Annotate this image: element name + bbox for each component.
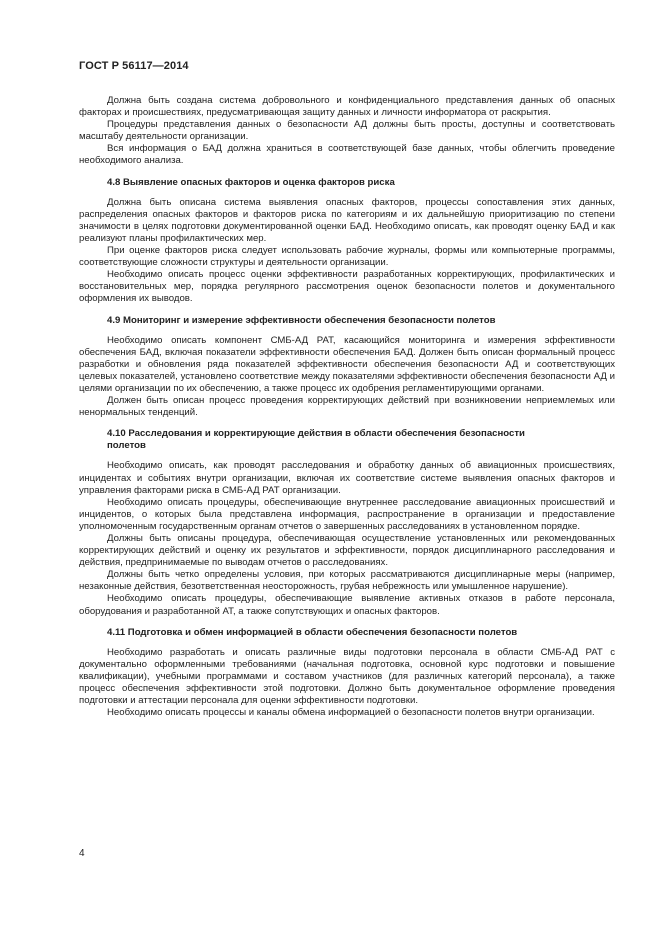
document-body: [79, 95, 615, 719]
page-number: 4: [79, 848, 85, 859]
section-heading-4-10: [79, 428, 615, 452]
paragraph: Должны быть описаны процедура, обеспечивающая осуществление установленных или рекомендованных корректирующих действий и оценку их результатов и эффективности, порядок дисциплинарного расследования и действия, предпринимаемые по выводам отчетов о расследованиях.: [79, 533, 615, 569]
paragraph: Процедуры представления данных о безопасности АД должны быть просты, доступны и соответствовать масштабу деятельности организации.: [79, 119, 615, 143]
paragraph: Должна быть описана система выявления опасных факторов, процессы сопоставления этих данных, распределения опасных факторов и факторов риска по категориям и их дальнейшую приоритизацию по степени значимости в целях подготовки документированной оценки БАД. Необходимо описать, как проводят оценку БАД и как реализуют планы профилактических мер.: [79, 196, 615, 244]
paragraph: Должна быть создана система добровольного и конфиденциального представления данных об опасных факторах и происшествиях, предусматривающая защиту данных и личности информатора от раскрытия.: [79, 95, 615, 119]
paragraph: При оценке факторов риска следует использовать рабочие журналы, формы или компьютерные программы, соответствующие сложности структуры и деятельности организации.: [79, 245, 615, 269]
paragraph: Вся информация о БАД должна храниться в соответствующей базе данных, чтобы облегчить проведение необходимого анализа.: [79, 143, 615, 167]
paragraph: Необходимо описать процедуры, обеспечивающие выявление активных отказов в работе персонала, оборудования и разработанной АТ, а также сопутствующих и опасных факторов.: [79, 593, 615, 617]
paragraph: Необходимо описать процесс оценки эффективности разработанных корректирующих, профилактических и восстановительных мер, порядка регулярного рассмотрения оценок безопасности полетов и документального оформления их выводов.: [79, 269, 615, 305]
paragraph: Необходимо описать компонент СМБ-АД РАТ, касающийся мониторинга и измерения эффективности обеспечения БАД, включая показатели эффективности обеспечения БАД. Должен быть описан формальный процесс разработки и обновления ряда показателей эффективности обеспечения безопасности АД и соответствующих целевых показателей, установлено соответствие между показателями эффективности обеспечения безопасности АД и целями организации по их обеспечению, а также процесс их одобрения регламентирующими органами.: [79, 334, 615, 394]
paragraph: Необходимо разработать и описать различные виды подготовки персонала в области СМБ-АД РАТ с документально оформленными требованиями (начальная подготовка, основной курс подготовки и повышение квалификации), учебными программами и составом участников (для различных категорий персонала), а также процесс обеспечения эффективности этой подготовки. Должно быть документальное оформление проведения подготовки и аттестации персонала для оценки эффективности подготовки.: [79, 646, 615, 707]
section-heading-4-9: 4.9 Мониторинг и измерение эффективности обеспечения безопасности полетов: [107, 314, 496, 326]
paragraph: Необходимо описать процессы и каналы обмена информацией о безопасности полетов внутри организации.: [107, 707, 595, 719]
section-heading-line: 4.10 Расследования и корректирующие действия в области обеспечения безопасности: [107, 428, 525, 440]
document-header: ГОСТ Р 56117—2014: [79, 60, 189, 72]
paragraph: Необходимо описать процедуры, обеспечивающие внутреннее расследование авиационных происшествий и инцидентов, о которых была представлена информация, распространение в организации и предоставление уполномоченным государственным органам отчетов о завершенных расследованиях в установленном порядке.: [79, 496, 615, 532]
section-heading-4-11: 4.11 Подготовка и обмен информацией в области обеспечения безопасности полетов: [107, 626, 518, 638]
section-heading-4-8: 4.8 Выявление опасных факторов и оценка факторов риска: [107, 176, 395, 188]
section-heading-line: полетов: [107, 440, 146, 452]
paragraph: Необходимо описать, как проводят расследования и обработку данных об авиационных происшествиях, инцидентах и событиях внутри организации, включая их соответствие системе выявления опасных факторов и управления факторами риска в СМБ-АД РАТ организации.: [79, 460, 615, 496]
paragraph: Должны быть четко определены условия, при которых рассматриваются дисциплинарные меры (например, незаконные действия, безответственная неосторожность, грубая небрежность или умышленное нарушение).: [79, 569, 615, 593]
paragraph: Должен быть описан процесс проведения корректирующих действий при возникновении неприемлемых или ненормальных тенденций.: [79, 395, 615, 419]
